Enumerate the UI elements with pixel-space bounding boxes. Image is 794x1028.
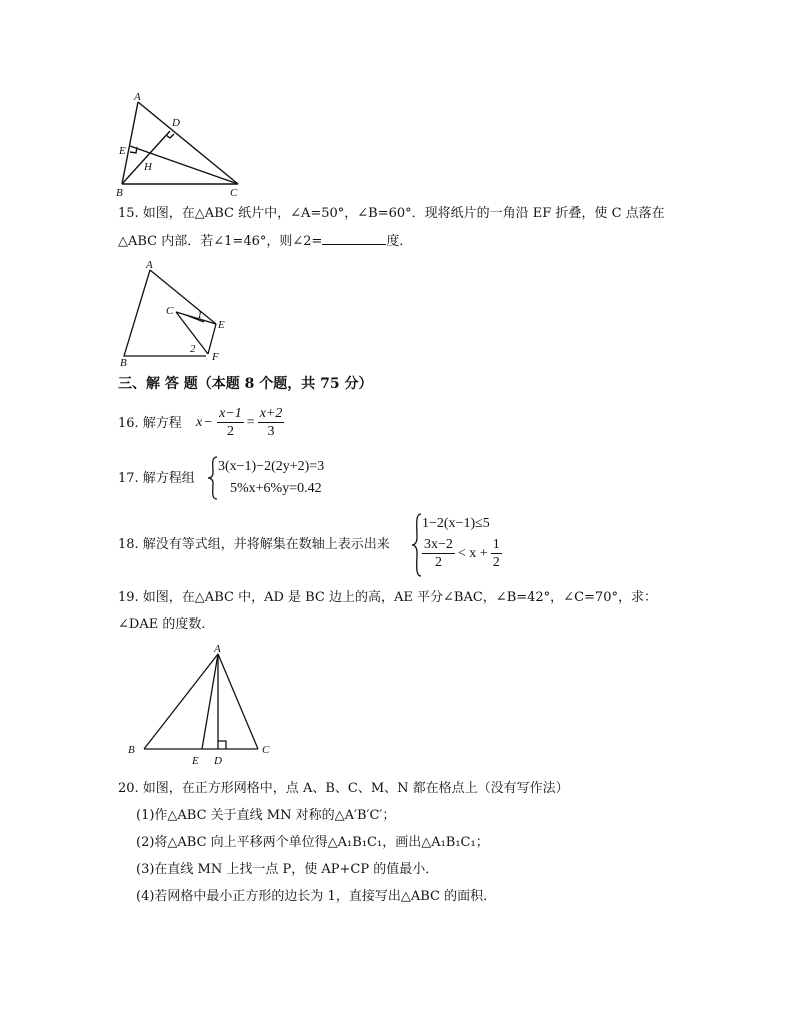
- q18-num: 3x−2: [424, 537, 453, 552]
- q20-intro: 20. 如图，在正方形网格中，点 A、B、C、M、N 都在格点上（没有写作法）: [118, 781, 569, 796]
- q15-line-2-text: △ABC 内部．若∠1=46°，则∠2=: [118, 234, 323, 249]
- label-e: E: [119, 145, 126, 157]
- q16-fraction-2: [258, 405, 285, 440]
- figure-14-triangle: [110, 90, 250, 202]
- label-c: C: [262, 744, 270, 756]
- segment-ac: [138, 102, 238, 184]
- segment-ef: [208, 324, 216, 354]
- label-d: D: [214, 755, 222, 767]
- q16-x: x: [196, 414, 203, 430]
- q16-label: 16. 解方程: [118, 416, 182, 431]
- right-angle-d: [218, 741, 226, 749]
- q16-minus: −: [204, 414, 213, 430]
- q19-line-2: ∠DAE 的度数.: [118, 617, 206, 632]
- q18-fraction-half: [491, 536, 502, 571]
- segment-ac: [218, 654, 258, 749]
- q16-den-2: 3: [267, 424, 275, 439]
- figure-19-triangle: [120, 640, 280, 770]
- segment-ab: [122, 102, 138, 184]
- q16-den-1: 2: [226, 424, 234, 439]
- q18-rhs: < x +: [457, 545, 488, 561]
- q18-inequality-1: 1−2(x−1)≤5: [422, 516, 490, 531]
- q17-equation-1: 3(x−1)−2(2y+2)=3: [218, 459, 325, 474]
- label-c: C: [166, 305, 174, 317]
- q17-system: [218, 456, 324, 500]
- q19-line-1: 19. 如图，在△ABC 中，AD 是 BC 边上的高，AE 平分∠BAC，∠B=42°，∠C=70°，求：: [118, 590, 657, 605]
- q18-den-half: 2: [492, 555, 500, 570]
- figure-15-fold: [112, 260, 232, 368]
- segment-ae: [202, 654, 218, 749]
- label-angle-2: 2: [190, 343, 196, 355]
- q16-fraction-1: [217, 405, 244, 440]
- q15-line-2: [118, 232, 412, 252]
- q20-item-1: (1)作△ABC 关于直线 MN 对称的△A′B′C′；: [136, 808, 396, 823]
- label-b: B: [120, 357, 127, 368]
- q20-item-4: (4)若网格中最小正方形的边长为 1，直接写出△ABC 的面积．: [136, 889, 497, 904]
- label-a: A: [214, 643, 221, 655]
- q17-equation-2: 5%x+6%y=0.42: [230, 481, 322, 496]
- q16-num-2: x+2: [259, 406, 283, 421]
- label-e: E: [192, 755, 199, 767]
- q18-system: [422, 514, 505, 571]
- q15-unit: 度．: [386, 234, 413, 249]
- segment-ab: [144, 654, 218, 749]
- q16-equation: [196, 405, 287, 440]
- label-angle-1: 1: [197, 309, 203, 321]
- label-a: A: [134, 91, 141, 103]
- q18-inequality-2: [422, 536, 505, 571]
- label-c: C: [230, 187, 238, 199]
- label-f: F: [212, 351, 219, 363]
- q17-label: 17. 解方程组: [118, 471, 195, 486]
- q18-label: 18. 解没有等式组，并将解集在数轴上表示出来: [118, 537, 390, 552]
- segment-ce-folded: [176, 312, 216, 324]
- q18-num-half: 1: [492, 537, 500, 552]
- q20-item-2: (2)将△ABC 向上平移两个单位得△A₁B₁C₁，画出△A₁B₁C₁；: [136, 835, 489, 850]
- q20-item-3: (3)在直线 MN 上找一点 P，使 AP+CP 的值最小．: [136, 862, 439, 877]
- q16-equals: =: [246, 414, 255, 430]
- label-b: B: [116, 187, 123, 199]
- label-h: H: [144, 161, 152, 173]
- q18-fraction: [422, 536, 455, 571]
- segment-ae: [150, 270, 216, 324]
- q18-den: 2: [434, 555, 442, 570]
- label-b: B: [128, 744, 135, 756]
- q15-answer-blank: [322, 232, 386, 245]
- q15-line-1: 15. 如图，在△ABC 纸片中，∠A=50°，∠B=60°．现将纸片的一角沿 EF 折叠，使 C 点落在: [118, 206, 665, 221]
- label-d: D: [172, 117, 180, 129]
- label-a: A: [146, 260, 153, 271]
- section-3-heading: 三、解 答 题（本题 8 个题，共 75 分）: [118, 376, 373, 392]
- q16-num-1: x−1: [219, 406, 242, 421]
- label-e: E: [218, 319, 225, 331]
